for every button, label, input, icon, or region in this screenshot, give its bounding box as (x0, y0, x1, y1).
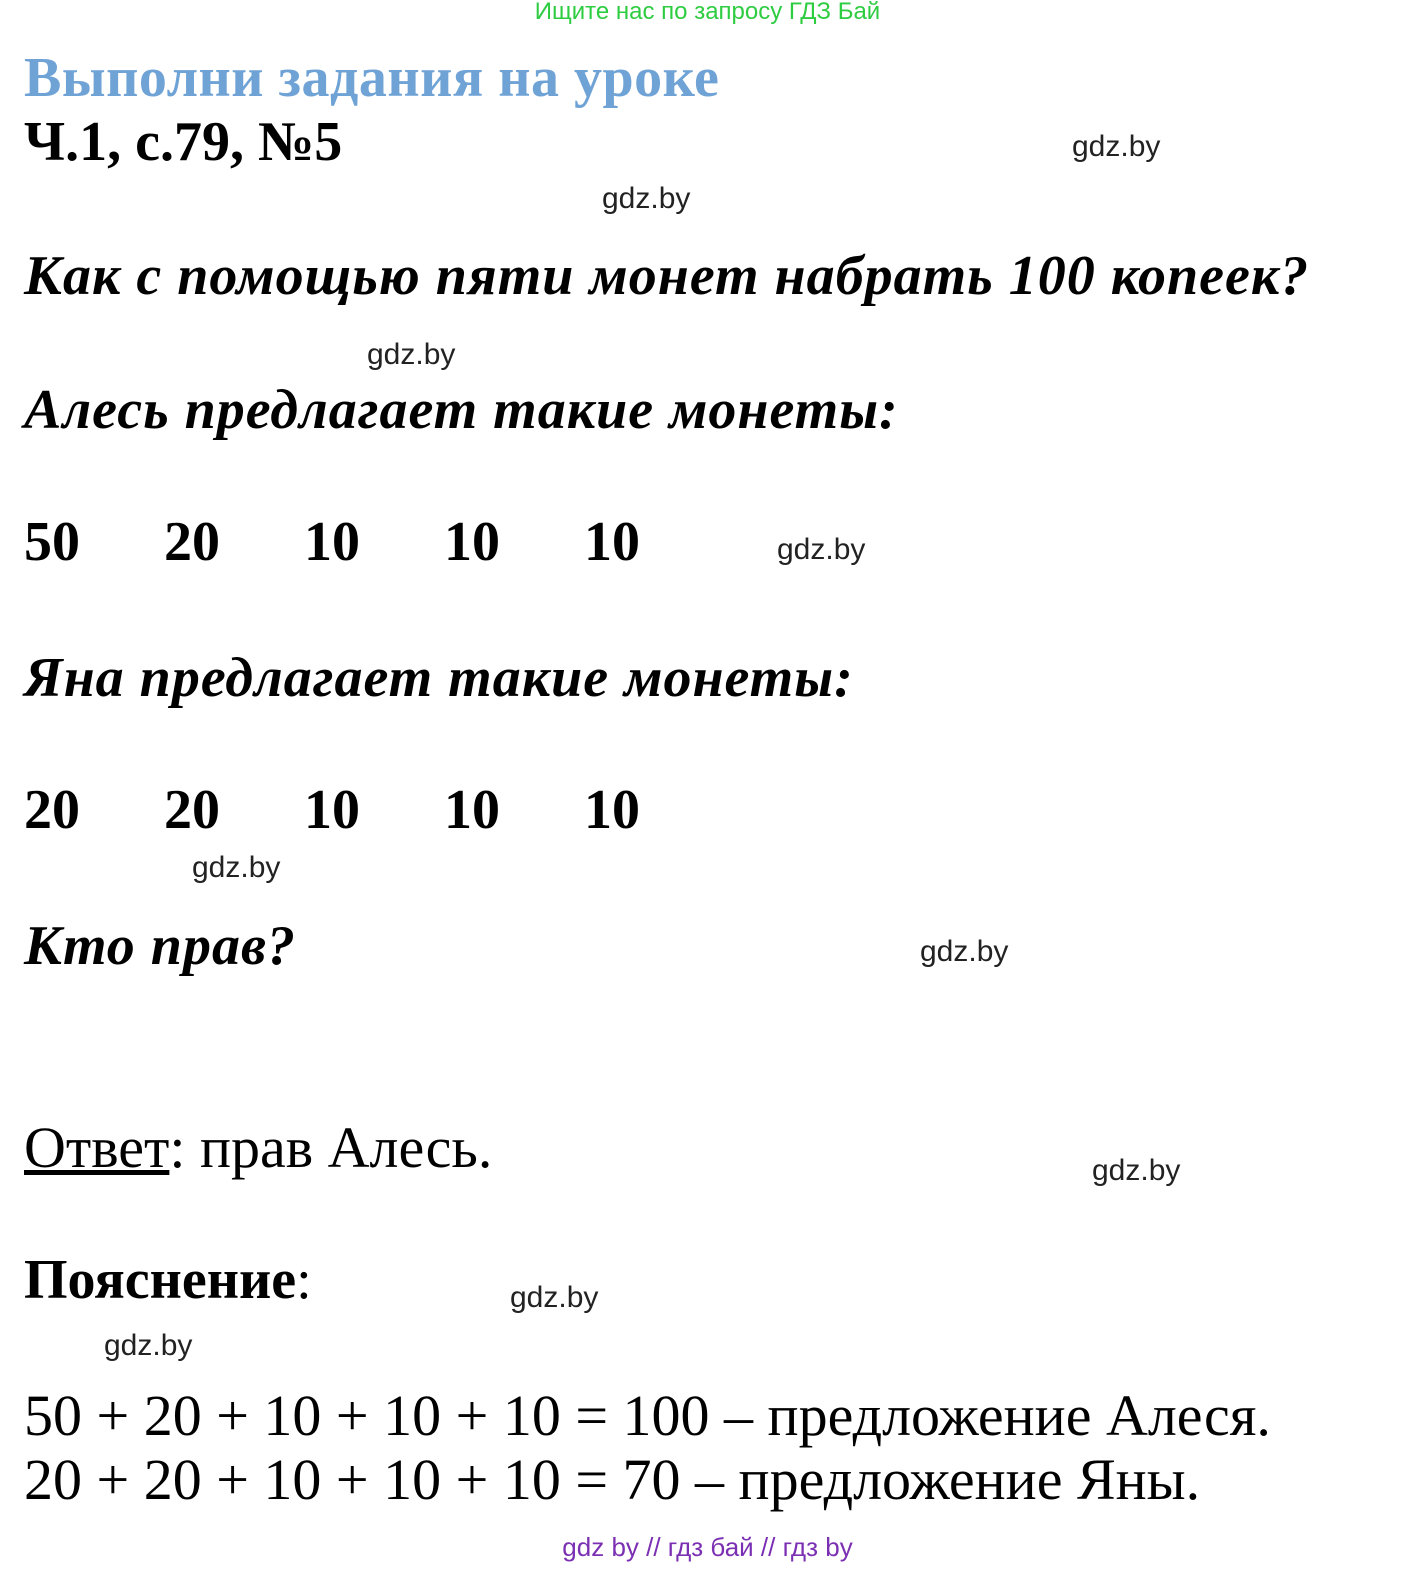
explanation-heading (24, 1248, 312, 1312)
watermark: gdz.by (777, 533, 866, 566)
answer-label: Ответ (24, 1115, 170, 1180)
ales-coin: 10 (304, 511, 360, 573)
ales-coin: 20 (164, 511, 220, 573)
equation-yana: 20 + 20 + 10 + 10 + 10 = 70 – предложение Яны. (24, 1447, 1201, 1512)
watermark: gdz.by (1092, 1154, 1181, 1187)
question-text: Как с помощью пяти монет набрать 100 копеек? (24, 245, 1310, 307)
yana-coin: 10 (304, 779, 360, 841)
task-reference: Ч.1, с.79, №5 (24, 111, 343, 173)
answer-text: прав Алесь. (185, 1115, 493, 1180)
who-right-question: Кто прав? (24, 915, 296, 977)
ales-coin: 50 (24, 511, 80, 573)
equation-ales: 50 + 20 + 10 + 10 + 10 = 100 – предложение Алеся. (24, 1383, 1271, 1448)
yana-coin: 20 (164, 779, 220, 841)
watermark: gdz.by (510, 1281, 599, 1314)
yana-coin: 10 (584, 779, 640, 841)
answer-separator: : (169, 1115, 186, 1180)
watermark: gdz.by (104, 1329, 193, 1362)
watermark: gdz.by (602, 182, 691, 215)
explanation-separator: : (296, 1249, 312, 1311)
watermark: gdz.by (1072, 130, 1161, 163)
explanation-label: Пояснение (24, 1249, 297, 1311)
yana-coin: 10 (444, 779, 500, 841)
yana-coin: 20 (24, 779, 80, 841)
yana-intro: Яна предлагает такие монеты: (24, 647, 854, 709)
watermark: gdz.by (920, 935, 1009, 968)
watermark: gdz.by (367, 338, 456, 371)
search-hint: Ищите нас по запросу ГДЗ Бай (534, 0, 881, 25)
footer-links: gdz by // гдз бай // гдз by (562, 1532, 853, 1562)
section-title: Выполни задания на уроке (24, 47, 720, 109)
answer (24, 1114, 492, 1181)
ales-coin: 10 (584, 511, 640, 573)
ales-coin: 10 (444, 511, 500, 573)
watermark: gdz.by (192, 851, 281, 884)
ales-intro: Алесь предлагает такие монеты: (24, 379, 899, 441)
